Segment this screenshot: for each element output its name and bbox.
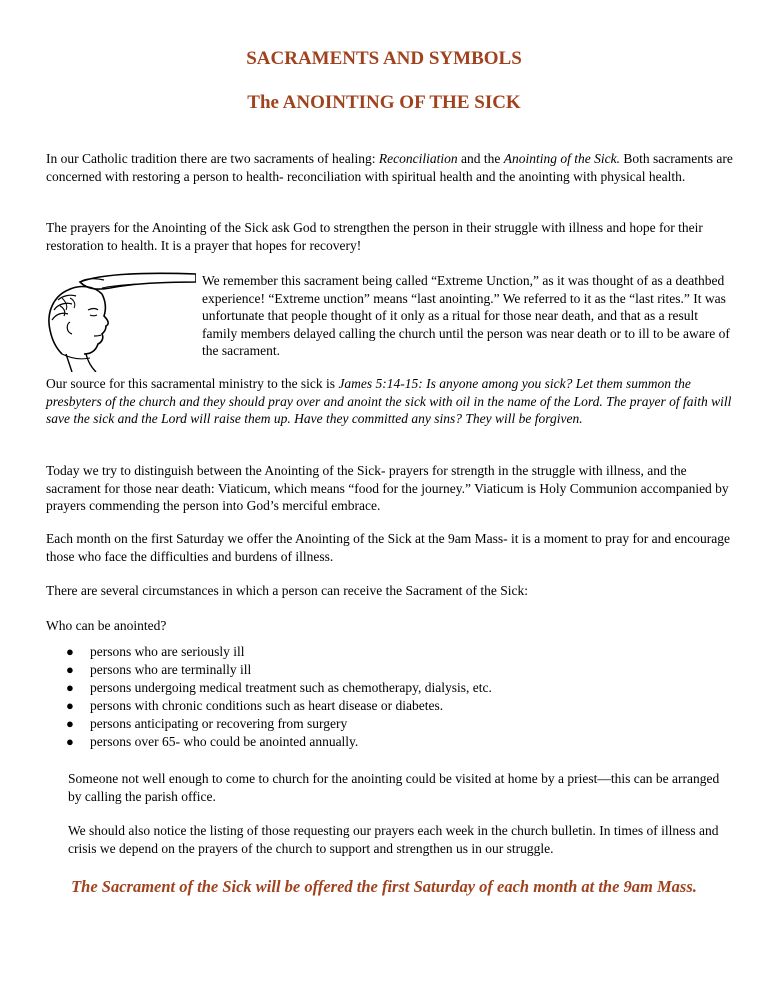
bullet-icon: ● [66,698,74,713]
bulletin-paragraph: We should also notice the listing of those requesting our prayers each week in the church bulletin. In times of illness and crisis we depend on the prayers of the church to support and strengthen us in our struggle. [68,823,719,856]
viaticum-paragraph: Today we try to distinguish between the Anointing of the Sick- prayers for strength in the struggle with illness, and the sacrament for those near death: Viaticum, which means “food for the journey.” Viaticum is Holy Communion accompanied by prayers commending the person into God’s merciful embrace. [46,463,729,513]
list-item-text: persons with chronic conditions such as heart disease or diabetes. [90,698,444,713]
list-item [62,715,662,733]
intro-text-c: and the [457,151,504,166]
list-item-text: persons over 65- who could be anointed annually. [90,734,359,749]
anointing-illustration [40,268,196,372]
list-item-text: persons who are terminally ill [90,662,252,677]
who-list [62,643,662,751]
intro-reconciliation: Reconciliation [378,151,458,166]
bullet-icon: ● [66,680,74,695]
bullet-icon: ● [66,716,74,731]
bullet-icon: ● [66,644,74,659]
list-item [62,661,662,679]
closing-announcement: The Sacrament of the Sick will be offered the first Saturday of each month at the 9am Mass. [71,877,697,896]
circumstances-paragraph: There are several circumstances in which a person can receive the Sacrament of the Sick: [46,583,529,598]
source-paragraph [46,375,736,428]
list-item-text: persons undergoing medical treatment such as chemotherapy, dialysis, etc. [90,680,492,695]
prayers-paragraph: The prayers for the Anointing of the Sick ask God to strengthen the person in their struggle with illness and hope for their restoration to health. It is a prayer that hopes for recovery! [46,220,703,253]
intro-paragraph [46,150,736,185]
list-item [62,643,662,661]
list-item [62,733,662,751]
intro-text-e: Both sacraments are concerned with restoring a person to health- reconciliation with spiritual health and the anointing with physical health. [46,151,733,184]
list-item [62,679,662,697]
scripture-quote: James 5:14-15: Is anyone among you sick? Let them summon the presbyters of the church and they should pray over and anoint the sick with oil in the name of the Lord. The prayer of faith will save the sick and the Lord will raise them up. Have they committed any sins? They will be forgiven. [46,376,732,426]
bullet-icon: ● [66,662,74,677]
source-lead: Our source for this sacramental ministry to the sick is [46,376,339,391]
intro-anointing: Anointing of the Sick. [503,151,620,166]
page-title: SACRAMENTS AND SYMBOLS [246,48,522,69]
intro-text-a: In our Catholic tradition there are two sacraments of healing: [46,151,379,166]
list-item [62,697,662,715]
extreme-unction-paragraph: We remember this sacrament being called “Extreme Unction,” as it was thought of as a deathbed experience! “Extreme unction” means “last anointing.” We referred to it as the “last rites.” It was unfortunate that people thought of it only as a ritual for those near death, and that as a result family members delayed calling the church until the person was near death or to ill to be aware of the sacrament. [202,273,730,358]
list-item-text: persons who are seriously ill [90,644,245,659]
home-visit-paragraph: Someone not well enough to come to church for the anointing could be visited at home by a priest—this can be arranged by calling the parish office. [68,771,720,804]
list-item-text: persons anticipating or recovering from surgery [90,716,348,731]
page-subtitle: The ANOINTING OF THE SICK [247,92,521,113]
monthly-paragraph: Each month on the first Saturday we offer the Anointing of the Sick at the 9am Mass- it is a moment to pray for and encourage those who face the difficulties and burdens of illness. [46,531,730,564]
bullet-icon: ● [66,734,74,749]
who-heading: Who can be anointed? [46,618,167,633]
